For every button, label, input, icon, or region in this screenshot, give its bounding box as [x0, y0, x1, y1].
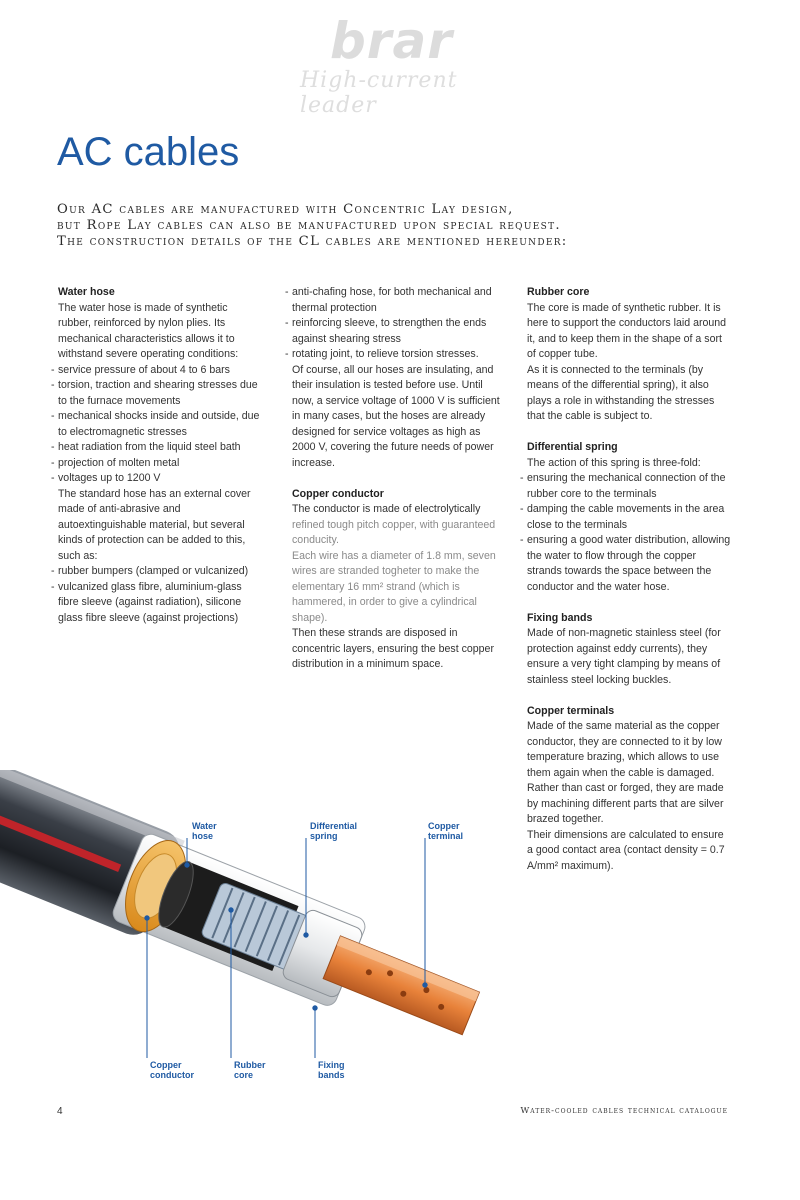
conditions-list: [58, 363, 263, 487]
spring-functions-list: [527, 471, 732, 595]
section-heading-rubber-core: Rubber core: [527, 286, 590, 298]
paragraph: The core is made of synthetic rubber. It is here to support the conductors laid around it, and to keep them in the shape of a sort of copper tube.: [527, 301, 727, 360]
column-rubber-core: [527, 285, 732, 874]
page-number: 4: [57, 1106, 63, 1117]
list-item: - anti-chafing hose, for both mechanical and thermal protection: [292, 285, 502, 316]
intro-paragraph: [57, 202, 568, 250]
section-heading-water-hose: Water hose: [58, 286, 115, 298]
section-heading-copper-conductor: Copper conductor: [292, 487, 384, 500]
section-heading-differential-spring: Differential spring: [527, 441, 618, 453]
cable-cutaway-illustration: [0, 770, 520, 1090]
list-item: - projection of molten metal: [58, 456, 263, 472]
paragraph: The water hose is made of synthetic rubber, reinforced by nylon plies. Its mechanical characteristics allows it to withstand severe operating conditions:: [58, 301, 239, 360]
paragraph: Made of the same material as the copper conductor, they are connected to it by low temperature brazing, which allows to use them again when the cable is damaged.: [527, 720, 722, 779]
list-item: - damping the cable movements in the area close to the terminals: [527, 502, 732, 533]
label-rubber-core: core: [234, 1070, 254, 1080]
label-copper-terminal: terminal: [428, 831, 464, 841]
paragraph: Rather than cast or forged, they are made by machining different parts that are silver brazed together.: [527, 782, 724, 825]
paragraph: Then these strands are disposed in concentric layers, ensuring the best copper distribution in a minimum space.: [292, 627, 494, 670]
logo-wordmark: brar: [330, 12, 453, 70]
paragraph: The standard hose has an external cover made of anti-abrasive and autoextinguishable material, but several kinds of protection can be added to this, such as:: [58, 487, 251, 562]
list-item: - ensuring a good water distribution, allowing the water to flow through the copper strands towards the space between the conductor and the water hose.: [527, 533, 732, 595]
label-water-hose: Water: [192, 821, 217, 831]
label-copper-terminal: Copper: [428, 821, 460, 831]
paragraph: The action of this spring is three-fold:: [527, 456, 701, 469]
section-heading-fixing-bands: Fixing bands: [527, 611, 593, 624]
label-water-hose: hose: [192, 831, 214, 841]
label-copper-conductor: Copper: [150, 1060, 182, 1070]
label-fixing-bands: Fixing: [318, 1060, 345, 1070]
logo-tagline: High-current leader: [300, 68, 458, 118]
list-item: - reinforcing sleeve, to strengthen the ends against shearing stress: [292, 316, 502, 347]
page-title: AC cables: [57, 130, 240, 174]
label-copper-conductor: conductor: [150, 1070, 194, 1080]
cable-body: [0, 770, 491, 1064]
brand-logo: [300, 12, 530, 118]
footer-catalogue-title: Water-cooled cables technical catalogue: [520, 1106, 728, 1116]
list-item: - rubber bumpers (clamped or vulcanized): [58, 564, 263, 580]
list-item: - vulcanized glass fibre, aluminium-glass fibre sleeve (against radiation), silicone glass fibre sleeve (against projections): [58, 580, 263, 627]
label-differential-spring: Differential: [310, 821, 358, 831]
intro-line: Our AC cables are manufactured with Concentric Lay design,: [57, 202, 514, 217]
label-rubber-core: Rubber: [234, 1060, 266, 1070]
list-item: - ensuring the mechanical connection of the rubber core to the terminals: [527, 471, 732, 502]
label-differential-spring: spring: [310, 831, 338, 841]
protection-list: [58, 564, 263, 626]
paragraph: Made of non-magnetic stainless steel (for protection against eddy currents), they ensure a very tight clamping by means of stainless steel locking buckles.: [527, 627, 721, 686]
paragraph: Of course, all our hoses are insulating, and their insulation is tested before use. Until now, a service voltage of 1000 V is sufficient in many cases, but the hoses are already designed for service voltages as high as 2000 V, covering the future needs of power increase.: [292, 363, 500, 469]
paragraph: Each wire has a diameter of 1.8 mm, seven wires are stranded togheter to make the elementary 16 mm² strand (which is hammered, in order to give a cylindrical shape).: [292, 549, 496, 624]
paragraph: The conductor is made of electrolytically: [292, 503, 481, 515]
section-heading-copper-terminals: Copper terminals: [527, 704, 615, 717]
list-item: - rotating joint, to relieve torsion stresses.: [292, 347, 502, 363]
paragraph: As it is connected to the terminals (by means of the differential spring), it also plays a role in withstanding the stresses that the cable is subject to.: [527, 363, 715, 422]
protection-list-continued: [292, 285, 502, 363]
list-item: - heat radiation from the liquid steel bath: [58, 440, 263, 456]
intro-line: but Rope Lay cables can also be manufactured upon special request.: [57, 218, 561, 233]
list-item: - voltages up to 1200 V: [58, 471, 263, 487]
column-water-hose: [58, 285, 263, 626]
paragraph: Their dimensions are calculated to ensure a good contact area (contact density = 0.7 A/mm² maximum).: [527, 828, 725, 872]
list-item: - mechanical shocks inside and outside, due to electromagnetic stresses: [58, 409, 263, 440]
intro-line: The construction details of the CL cables are mentioned hereunder:: [57, 234, 568, 249]
list-item: - service pressure of about 4 to 6 bars: [58, 363, 263, 379]
paragraph: refined tough pitch copper, with guaranteed conducity.: [292, 518, 496, 546]
list-item: - torsion, traction and shearing stresses due to the furnace movements: [58, 378, 263, 409]
label-fixing-bands: bands: [318, 1070, 345, 1080]
column-copper-conductor: [292, 285, 502, 673]
